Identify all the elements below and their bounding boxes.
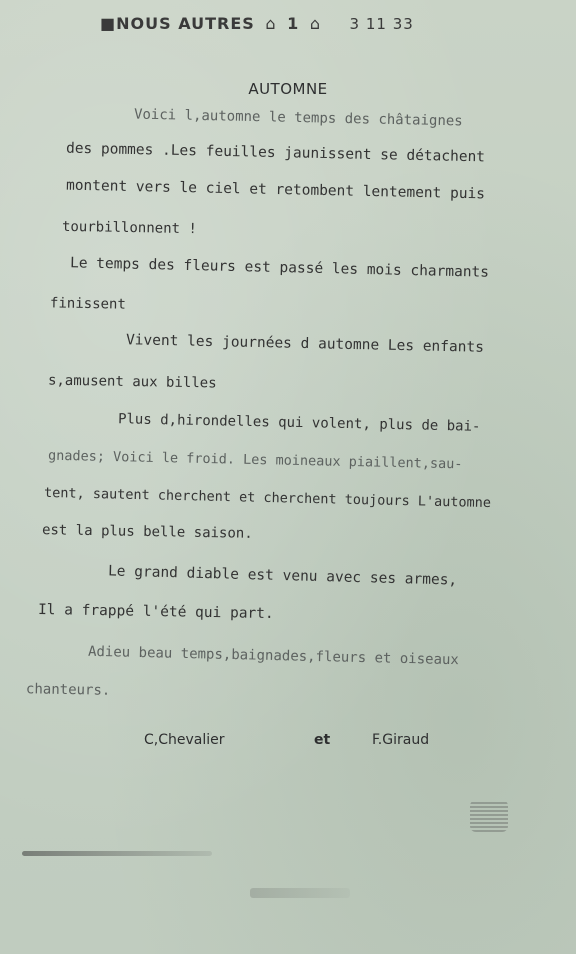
text-line: tourbillonnent ! (61, 218, 197, 238)
text-line: Il a frappé l'été qui part. (37, 601, 274, 623)
signature-conjunction: et (314, 732, 331, 748)
text-line: gnades; Voici le froid. Les moineaux piaillent,sau- (47, 447, 463, 473)
text-line: Voici l,automne le temps des châtaignes (133, 106, 463, 130)
text-line: tent, sautent cherchent et cherchent toujours L'automne (43, 484, 492, 512)
issue-number: 1 (287, 14, 300, 33)
issue-date: 3 11 33 (349, 15, 414, 33)
text-line: chanteurs. (25, 681, 111, 699)
text-line: Adieu beau temps,baignades,fleurs et oiseaux (87, 643, 460, 669)
ink-smudge (22, 851, 212, 856)
author-2: F.Giraud (372, 732, 430, 748)
author-1: C,Chevalier (144, 732, 225, 748)
stamp-mark-icon: ■ (100, 14, 117, 33)
header-stamp (100, 14, 414, 33)
journal-name: NOUS AUTRES (116, 14, 255, 33)
text-line: Plus d,hirondelles qui volent, plus de bai- (117, 411, 481, 435)
poem-title: AUTOMNE (248, 80, 328, 98)
text-line: Le temps des fleurs est passé les mois charmants (69, 255, 490, 281)
text-line: s,amusent aux billes (47, 372, 217, 392)
text-line: finissent (49, 295, 126, 313)
text-line: des pommes .Les feuilles jaunissent se détachent (65, 140, 486, 166)
text-line: Le grand diable est venu avec ses armes, (107, 563, 458, 589)
text-line: est la plus belle saison. (41, 522, 253, 542)
seed-emblem-icon: ⌂ (265, 14, 277, 33)
ink-blot (470, 800, 508, 832)
seed-emblem-icon-2: ⌂ (309, 14, 321, 33)
text-line: montent vers le ciel et retombent lentement puis (65, 177, 486, 203)
ink-smudge-faint (250, 888, 350, 898)
text-line: Vivent les journées d automne Les enfants (125, 332, 485, 356)
